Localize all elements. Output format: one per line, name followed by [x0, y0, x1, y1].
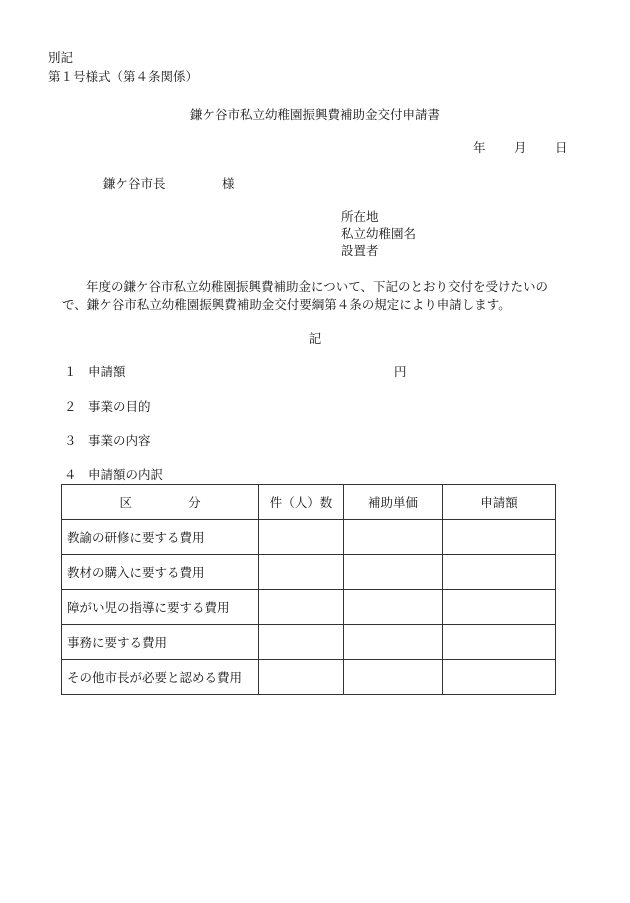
row-label: 教材の購入に要する費用: [62, 555, 259, 590]
count-cell[interactable]: [259, 660, 344, 695]
item-1-number: １: [64, 364, 77, 379]
date-month: 月: [514, 140, 527, 155]
item-1-label: 申請額: [88, 364, 126, 379]
item-2-label: 事業の目的: [88, 399, 151, 414]
body-paragraph: 年度の鎌ケ谷市私立幼稚園振興費補助金について、下記のとおり交付を受けたいので、鎌ケ谷市私立幼稚園振興費補助金交付要綱第４条の規定により申請します。: [62, 279, 549, 312]
item-4-label: 申請額の内訳: [88, 467, 164, 482]
header-unit-price: 補助単価: [344, 485, 443, 520]
row-label: 事務に要する費用: [62, 625, 259, 660]
count-cell[interactable]: [259, 590, 344, 625]
amount-cell[interactable]: [443, 625, 556, 660]
amount-cell[interactable]: [443, 520, 556, 555]
unit-price-cell[interactable]: [344, 555, 443, 590]
table-row: [62, 660, 556, 695]
addressee-name: 鎌ケ谷市長: [103, 176, 166, 191]
row-label: その他市長が必要と認める費用: [62, 660, 259, 695]
document-title: 鎌ケ谷市私立幼稚園振興費補助金交付申請書: [189, 107, 440, 122]
row-label: 教諭の研修に要する費用: [62, 520, 259, 555]
applicant-school-label: 私立幼稚園名: [341, 226, 417, 241]
count-cell[interactable]: [259, 625, 344, 660]
annex-label: 別記: [48, 50, 74, 65]
table-row: [62, 625, 556, 660]
date-year: 年: [473, 140, 486, 155]
header-count: 件（人）数: [259, 485, 344, 520]
table-row: [62, 590, 556, 625]
item-3-number: ３: [64, 433, 77, 448]
table-row: [62, 520, 556, 555]
item-3-label: 事業の内容: [88, 433, 151, 448]
unit-price-cell[interactable]: [344, 520, 443, 555]
header-category-right: 分: [188, 495, 201, 510]
date-day: 日: [555, 140, 568, 155]
item-2-number: ２: [64, 399, 77, 414]
header-amount: 申請額: [443, 485, 556, 520]
ki-heading: 記: [308, 331, 322, 346]
applicant-address-label: 所在地: [341, 209, 379, 224]
unit-price-cell[interactable]: [344, 590, 443, 625]
item-1-unit: 円: [394, 364, 407, 379]
table-header-row: [62, 485, 556, 520]
amount-cell[interactable]: [443, 660, 556, 695]
amount-cell[interactable]: [443, 555, 556, 590]
row-label: 障がい児の指導に要する費用: [62, 590, 259, 625]
breakdown-table: [61, 484, 556, 695]
form-number: 第１号様式（第４条関係）: [48, 69, 199, 84]
applicant-founder-label: 設置者: [341, 243, 379, 258]
unit-price-cell[interactable]: [344, 660, 443, 695]
amount-cell[interactable]: [443, 590, 556, 625]
addressee-honorific: 様: [222, 176, 235, 191]
unit-price-cell[interactable]: [344, 625, 443, 660]
header-category: [62, 485, 259, 520]
count-cell[interactable]: [259, 555, 344, 590]
count-cell[interactable]: [259, 520, 344, 555]
table-row: [62, 555, 556, 590]
item-4-number: ４: [64, 467, 77, 482]
header-category-left: 区: [119, 495, 132, 510]
